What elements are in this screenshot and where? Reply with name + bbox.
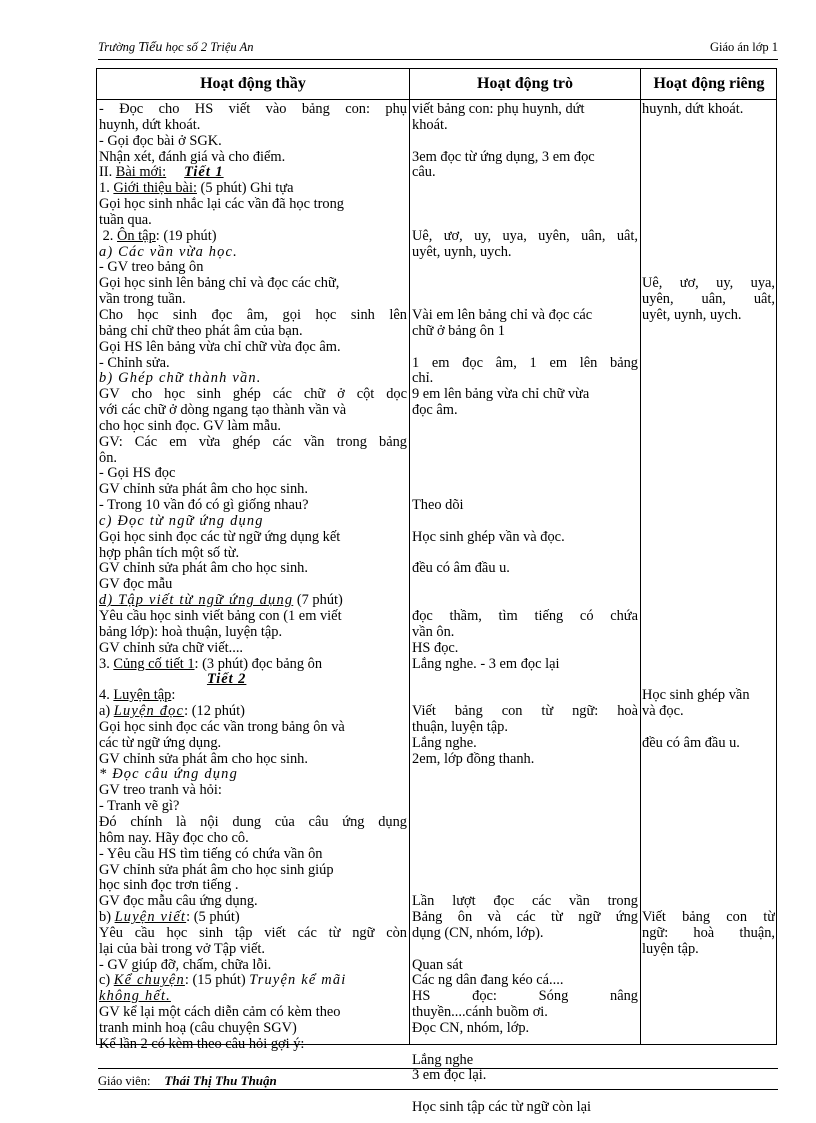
teacher-activity-text: không hết. — [99, 988, 171, 1005]
special-activity-line — [642, 625, 775, 641]
teacher-activity-text: 2. — [99, 227, 117, 244]
student-activity-line: vần ôn. — [412, 623, 455, 640]
page-header — [98, 40, 778, 58]
special-activity-line — [642, 482, 775, 498]
teacher-activity-line — [99, 657, 407, 673]
teacher-activity-line: Gọi HS lên bảng vừa chỉ chữ vừa đọc âm. — [99, 338, 341, 355]
teacher-activity-line — [99, 181, 407, 197]
student-activity-line — [412, 134, 638, 150]
special-activity-line: luyện tập. — [642, 940, 699, 957]
special-activity-line — [642, 720, 775, 736]
student-activity-line — [412, 260, 638, 276]
teacher-activity-line: lại của bài trong vở Tập viết. — [99, 940, 265, 957]
teacher-activity-text: 4. — [99, 687, 114, 704]
teacher-activity-line: hợp phân tích một số từ. — [99, 544, 240, 561]
special-activity-line — [642, 451, 775, 467]
teacher-activity-line — [99, 989, 407, 1005]
teacher-activity-line: - Trong 10 vần đó có gì giống nhau? — [99, 497, 309, 514]
school-mid: Tiểu — [138, 40, 163, 55]
student-activities — [412, 102, 638, 1116]
special-activity-line — [642, 324, 775, 340]
special-activity-line: uyên, uân, uât, — [642, 292, 775, 308]
student-activity-line: Học sinh tập các từ ngữ còn lại — [412, 1099, 592, 1116]
teacher-activity-line: hôm nay. Hãy đọc cho cô. — [99, 829, 249, 846]
special-activity-line — [642, 593, 775, 609]
teacher-activity-line: - Chỉnh sửa. — [99, 354, 170, 371]
special-activity-line — [642, 118, 775, 134]
special-activity-line — [642, 561, 775, 577]
special-activity-line: đều có âm đầu u. — [642, 734, 740, 751]
school-name — [98, 40, 253, 56]
special-activity-line — [642, 577, 775, 593]
teacher-activity-line — [99, 245, 407, 261]
special-activity-line — [642, 403, 775, 419]
teacher-activity-text: b) — [99, 909, 115, 926]
teacher-activity-line — [99, 688, 407, 704]
teacher-activity-text: Giới thiệu bài: — [113, 180, 197, 197]
footer-rule-bottom — [98, 1089, 778, 1090]
special-activity-line — [642, 150, 775, 166]
special-activity-line: Viết bảng con từ — [642, 910, 775, 926]
teacher-activity-text: (5 phút) Ghi tựa — [196, 180, 294, 197]
teacher-activity-text: II. — [99, 164, 116, 181]
special-activity-line: và đọc. — [642, 703, 684, 720]
student-activity-line: Đọc CN, nhóm, lớp. — [412, 1019, 530, 1036]
special-activity-line — [642, 657, 775, 673]
special-activity-line: ngữ: hoà thuận, — [642, 925, 775, 941]
teacher-activity-line: cho học sinh đọc. GV làm mẫu. — [99, 417, 281, 434]
student-activity-line: dụng (CN, nhóm, lớp). — [412, 924, 544, 941]
teacher-activity-line: Gọi học sinh đọc các từ ngữ ứng dụng kết — [99, 528, 341, 545]
special-activity-line — [642, 514, 775, 530]
teacher-activity-line: tuần qua. — [99, 211, 152, 228]
teacher-activity-line — [99, 910, 407, 926]
student-activity-line — [412, 1037, 638, 1053]
student-activity-line: 2em, lớp đồng thanh. — [412, 750, 535, 767]
page-footer — [98, 1073, 277, 1089]
teacher-activity-line — [99, 767, 407, 783]
teacher-activity-text: a) Các vần vừa học. — [99, 243, 238, 260]
student-activity-line: Viết bảng con từ ngữ: hoà — [412, 704, 638, 720]
student-activity-line: khoát. — [412, 116, 448, 133]
special-activity-line — [642, 498, 775, 514]
special-activity-line — [642, 815, 775, 831]
student-activity-line — [412, 831, 638, 847]
student-activity-line — [412, 466, 638, 482]
teacher-activity-line: Gọi học sinh nhắc lại các vần đã học trong — [99, 196, 344, 213]
special-activity-line — [642, 530, 775, 546]
special-activity-line: uyêt, uynh, uych. — [642, 306, 742, 323]
teacher-activity-text: (7 phút) — [293, 592, 343, 609]
special-activity-line — [642, 197, 775, 213]
special-activity-line — [642, 894, 775, 910]
teacher-activity-line: - Tranh vẽ gì? — [99, 798, 180, 815]
student-activity-line — [412, 688, 638, 704]
teacher-activity-line: GV chỉnh sửa phát âm cho học sinh giúp — [99, 861, 334, 878]
th-special: Hoạt động riêng — [653, 75, 765, 92]
teacher-activity-text — [166, 164, 184, 180]
teacher-activity-line: Đó chính là nội dung của câu ứng dụng — [99, 814, 407, 830]
special-activity-line — [642, 767, 775, 783]
teacher-activity-line: học sinh đọc trơn tiếng . — [99, 877, 239, 894]
teacher-activity-text: : (3 phút) đọc bảng ôn — [194, 655, 323, 672]
student-activity-line — [412, 451, 638, 467]
special-activity-line — [642, 641, 775, 657]
special-activity-line — [642, 546, 775, 562]
student-activity-line: Lắng nghe — [412, 1051, 474, 1068]
teacher-activity-line: Yêu cầu học sinh viết bảng con (1 em viết — [99, 608, 342, 624]
special-activity-line — [642, 466, 775, 482]
teacher-activity-line: - Gọi HS đọc — [99, 465, 176, 482]
student-activity-line — [412, 181, 638, 197]
student-activity-line: Quan sát — [412, 956, 463, 973]
teacher-activity-text: Luyện viết — [114, 909, 187, 926]
teacher-activity-line: Gọi học sinh đọc các vần trong bảng ôn và — [99, 718, 345, 735]
student-activity-line: Bảng ôn và các từ ngữ ứng — [412, 910, 638, 926]
student-activity-line — [412, 577, 638, 593]
footer-rule-top — [98, 1068, 778, 1069]
teacher-activity-line: vần trong tuần. — [99, 291, 186, 308]
student-activity-line: 3 em đọc lại. — [412, 1067, 487, 1084]
teacher-activity-line — [99, 704, 407, 720]
teacher-activity-text: : (12 phút) — [184, 703, 245, 720]
teacher-activity-line — [99, 514, 407, 530]
teacher-activity-text: Luyện tập — [113, 687, 172, 704]
teacher-activity-text: Truyện kể mãi — [249, 972, 347, 989]
teacher-activity-line: bảng lớp): hoà thuận, luyện tập. — [99, 623, 283, 640]
teacher-activity-text: Kể chuyện — [113, 972, 185, 989]
student-activity-line — [412, 783, 638, 799]
special-activity-line — [642, 134, 775, 150]
th-student: Hoạt động trò — [477, 75, 573, 92]
student-activity-line: Lắng nghe. - 3 em đọc lại — [412, 655, 560, 672]
teacher-activity-line: Yêu cầu học sinh tập viết các từ ngữ còn — [99, 925, 407, 941]
special-activity-line — [642, 609, 775, 625]
special-activity-line — [642, 213, 775, 229]
teacher-activity-text — [99, 671, 207, 687]
special-activity-line — [642, 435, 775, 451]
col-divider-1 — [409, 69, 410, 1044]
teacher-activity-line: GV đọc mẫu — [99, 576, 173, 593]
teacher-activity-text: : (19 phút) — [155, 227, 217, 244]
teacher-activity-line: GV chỉnh sửa phát âm cho học sinh. — [99, 481, 308, 498]
teacher-activity-line: tranh minh hoạ (câu chuyện SGV) — [99, 1019, 297, 1036]
special-activity-line — [642, 245, 775, 261]
special-activity-line — [642, 419, 775, 435]
special-activity-line — [642, 340, 775, 356]
student-activity-line — [412, 482, 638, 498]
teacher-activity-line: GV kể lại một cách diễn cảm có kèm theo — [99, 1004, 341, 1021]
teacher-activity-text: Ôn tập — [117, 227, 156, 244]
student-activity-line: HS đọc. — [412, 639, 459, 656]
teacher-activity-line: ôn. — [99, 449, 117, 466]
th-teacher: Hoạt động thầy — [200, 75, 306, 92]
student-activity-line: 1 em đọc âm, 1 em lên bảng — [412, 355, 638, 371]
student-activity-line: viết bảng con: phụ huynh, dứt — [412, 101, 585, 117]
special-activity-line — [642, 356, 775, 372]
footer-label: Giáo viên: — [98, 1074, 151, 1088]
student-activity-line — [412, 292, 638, 308]
teacher-activity-line — [99, 593, 407, 609]
student-activity-line — [412, 672, 638, 688]
teacher-activity-line: Kể lần 2 có kèm theo câu hỏi gợi ý: — [99, 1035, 305, 1052]
student-activity-line: đọc thầm, tìm tiếng có chứa — [412, 609, 638, 624]
header-row-divider — [97, 99, 776, 100]
special-activity-line — [642, 672, 775, 688]
student-activity-line — [412, 847, 638, 863]
student-activity-line — [412, 514, 638, 530]
teacher-activity-text: Củng cố tiết 1 — [113, 655, 195, 672]
student-activity-line: thuyền....cánh buồm ơi. — [412, 1004, 548, 1021]
special-activity-line: Học sinh ghép vần — [642, 687, 750, 704]
teacher-activity-text: : (15 phút) — [184, 972, 250, 989]
special-activity-line: Uê, ươ, uy, uya, — [642, 276, 775, 292]
special-activity-line — [642, 387, 775, 403]
teacher-activity-line — [99, 973, 407, 989]
school-prefix: Trường — [98, 40, 139, 54]
student-activity-line — [412, 767, 638, 783]
student-activity-line — [412, 213, 638, 229]
teacher-activity-line: các từ ngữ ứng dụng. — [99, 734, 222, 751]
special-activity-line — [642, 181, 775, 197]
student-activity-line: đọc âm. — [412, 402, 458, 419]
teacher-activity-text: 3. — [99, 655, 114, 672]
teacher-activity-line: - GV giúp đỡ, chấm, chữa lỗi. — [99, 956, 272, 973]
special-activity-line — [642, 863, 775, 879]
special-activity-line — [642, 752, 775, 768]
student-activity-line — [412, 815, 638, 831]
teacher-activity-line: Cho học sinh đọc âm, gọi học sinh lên — [99, 307, 407, 323]
student-activity-line — [412, 276, 638, 292]
teacher-activity-line: GV treo tranh và hỏi: — [99, 782, 222, 799]
school-suffix: học số 2 Triệu An — [162, 40, 254, 54]
special-activity-line — [642, 783, 775, 799]
special-activity-line — [642, 165, 775, 181]
header-rule — [98, 59, 778, 60]
student-activity-line — [412, 942, 638, 958]
student-activity-line: Theo dõi — [412, 497, 464, 514]
teacher-activity-line: Nhận xét, đánh giá và cho điểm. — [99, 148, 286, 165]
teacher-activity-text: Tiết 1 — [184, 164, 224, 181]
student-activity-line — [412, 1084, 638, 1100]
student-activity-line: uyêt, uynh, uych. — [412, 243, 512, 260]
teacher-activity-text: a) — [99, 703, 114, 720]
teacher-activity-line: - Yêu cầu HS tìm tiếng có chứa vần ôn — [99, 845, 323, 862]
special-activity-line — [642, 878, 775, 894]
teacher-activity-text: : (5 phút) — [186, 909, 240, 926]
student-activity-line — [412, 419, 638, 435]
student-activity-line: HS đọc: Sóng nâng — [412, 989, 638, 1005]
special-activity-line — [642, 831, 775, 847]
teacher-activity-text: * Đọc câu ứng dụng — [99, 766, 238, 783]
student-activity-line: 9 em lên bảng vừa chỉ chữ vừa — [412, 386, 590, 403]
teacher-activity-text: Bài mới: — [115, 164, 167, 181]
student-activity-line: Uê, ươ, uy, uya, uyên, uân, uât, — [412, 228, 638, 244]
special-activity-line — [642, 847, 775, 863]
teacher-activity-text: Luyện đọc — [113, 703, 185, 720]
student-activity-line: Lắng nghe. — [412, 734, 477, 751]
student-activity-line — [412, 435, 638, 451]
student-activity-line: chỉ. — [412, 370, 434, 387]
teacher-activity-line: - GV treo bảng ôn — [99, 259, 204, 276]
teacher-activity-line: GV chỉnh sửa phát âm cho học sinh. — [99, 750, 308, 767]
teacher-activity-line: - Đọc cho HS viết vào bảng con: phụ — [99, 102, 407, 117]
student-activity-line — [412, 340, 638, 356]
teacher-activity-line: GV chỉnh sửa phát âm cho học sinh. — [99, 560, 308, 577]
teacher-activity-line — [99, 165, 407, 181]
teacher-activity-line: với các chữ ở dòng ngang tạo thành vần và — [99, 402, 347, 419]
special-activity-line — [642, 799, 775, 815]
student-activity-line: Vài em lên bảng chỉ và đọc các — [412, 306, 593, 323]
special-activity-line: huynh, dứt khoát. — [642, 101, 744, 117]
teacher-activity-text: c) Đọc từ ngữ ứng dụng — [99, 512, 264, 529]
teacher-activity-line: bảng chỉ chữ theo phát âm của bạn. — [99, 322, 303, 339]
col-divider-2 — [640, 69, 641, 1044]
teacher-activity-line: GV chỉnh sửa chữ viết.... — [99, 639, 244, 656]
student-activity-line: câu. — [412, 164, 436, 181]
teacher-activity-line: huynh, dứt khoát. — [99, 116, 201, 133]
student-activity-line — [412, 197, 638, 213]
student-activity-line: Học sinh ghép vần và đọc. — [412, 528, 565, 545]
student-activity-line: Các ng dân đang kéo cá.... — [412, 972, 564, 989]
teacher-activity-text: b) Ghép chữ thành vần. — [99, 370, 262, 387]
doc-title: Giáo án lớp 1 — [709, 40, 778, 54]
special-activity-line — [642, 260, 775, 276]
teacher-activity-line — [99, 672, 407, 688]
teacher-activity-text: 1. — [99, 180, 114, 197]
student-activity-line — [412, 863, 638, 879]
student-activity-line — [412, 593, 638, 609]
student-activity-line: Lần lượt đọc các vần trong — [412, 894, 638, 910]
teacher-activity-line: GV đọc mẫu câu ứng dụng. — [99, 893, 258, 910]
teacher-name: Thái Thị Thu Thuận — [164, 1073, 277, 1088]
student-activity-line — [412, 546, 638, 562]
teacher-activity-line: - Gọi đọc bài ở SGK. — [99, 132, 222, 149]
teacher-activity-text: : — [171, 687, 176, 704]
special-activity-line — [642, 371, 775, 387]
teacher-activity-line — [99, 229, 407, 245]
special-activities — [642, 102, 775, 958]
student-activity-line: chữ ở bảng ôn 1 — [412, 322, 505, 339]
teacher-activities — [99, 102, 407, 1053]
teacher-activity-text: c) — [99, 972, 114, 989]
teacher-activity-line: Gọi học sinh lên bảng chỉ và đọc các chữ, — [99, 275, 340, 292]
student-activity-line — [412, 799, 638, 815]
teacher-activity-text: Tiết 2 — [206, 671, 247, 688]
student-activity-line — [412, 878, 638, 894]
student-activity-line: 3em đọc từ ứng dụng, 3 em đọc — [412, 148, 595, 165]
student-activity-line: đều có âm đầu u. — [412, 560, 510, 577]
teacher-activity-line: GV cho học sinh ghép các chữ ở cột dọc — [99, 387, 407, 403]
teacher-activity-text: d) Tập viết từ ngữ ứng dụng — [99, 592, 294, 609]
teacher-activity-line: GV: Các em vừa ghép các vần trong bảng — [99, 434, 407, 450]
teacher-activity-line — [99, 371, 407, 387]
student-activity-line: thuận, luyện tập. — [412, 718, 508, 735]
special-activity-line — [642, 229, 775, 245]
